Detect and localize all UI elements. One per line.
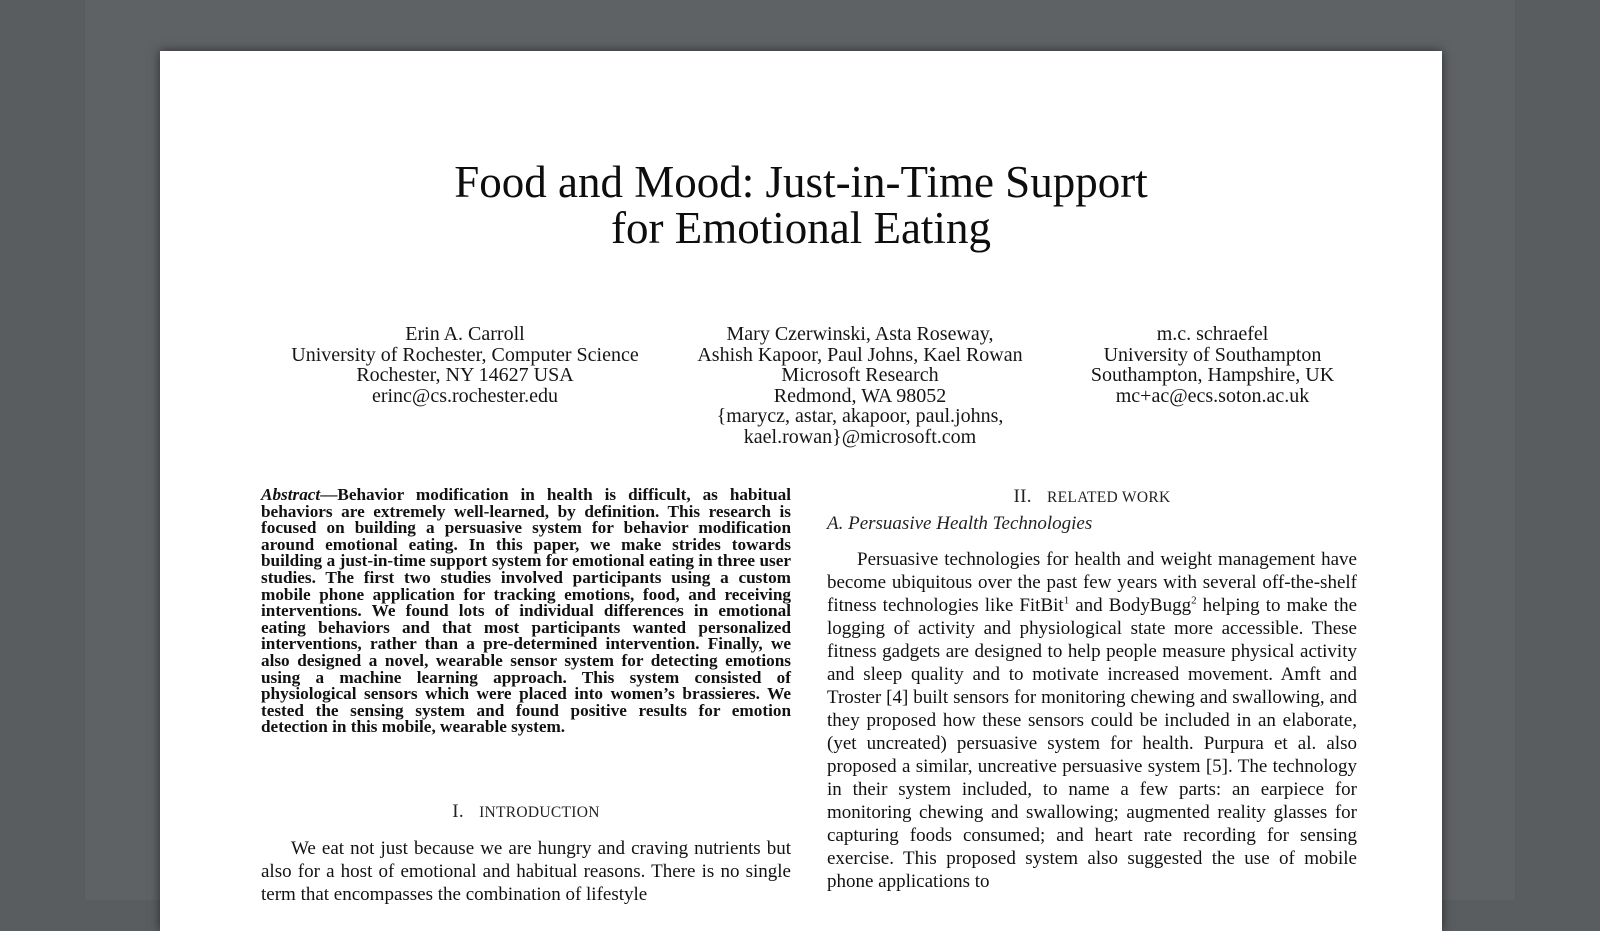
abstract-text: —Behavior modification in health is difficult, as habitual behaviors are extremely well-learned, by definition. This research is focused on building a persuasive system for behavior modification around emotional eating. In this paper, we make strides towards building a just-in-time support system for emotional eating in three user studies. The first two studies involved participants using a custom mobile phone application for tracking emotions, food, and receiving interventions. We found lots of individual differences in emotional eating behaviors and that most participants wanted personalized interventions, rather than a pre-determined intervention. Finally, we also designed a novel, wearable sensor system for detecting emotions using a machine learning approach. This system consisted of physiological sensors which were placed into women’s brassieres. We tested the sensing system and found positive results for emotion detection in this mobile, wearable system. xyxy=(261,485,791,737)
author-affiliation: Microsoft Research xyxy=(781,364,939,386)
title-line-2: for Emotional Eating xyxy=(611,203,991,253)
author-email: erinc@cs.rochester.edu xyxy=(371,384,559,407)
abstract-lead: Abstract xyxy=(261,485,321,504)
related-text-part-1: Persuasive technologies for health and weight management have become ubiquitous over the past few years with several off-the-shelf fitness technologies like FitBit xyxy=(827,549,1357,616)
author-block-3 xyxy=(1065,324,1360,406)
title-line-1: Food and Mood: Just-in-Time Support xyxy=(454,157,1148,207)
author-name: m.c. schraefel xyxy=(1156,323,1269,345)
author-block-2 xyxy=(665,324,1055,447)
section-heading-related-work xyxy=(827,486,1357,508)
author-address: Southampton, Hampshire, UK xyxy=(1090,364,1335,386)
section-heading-introduction xyxy=(261,801,791,823)
subsection-heading: A. Persuasive Health Technologies xyxy=(827,513,1093,534)
author-address: Redmond, WA 98052 xyxy=(773,384,947,407)
section-number: II. xyxy=(1013,486,1032,507)
author-affiliation: University of Rochester, Computer Science xyxy=(291,343,639,366)
author-email-line-1: {marycz, astar, akapoor, paul.johns, xyxy=(716,405,1004,427)
section-title: INTRODUCTION xyxy=(479,804,600,821)
author-names-line-1: Mary Czerwinski, Asta Roseway, xyxy=(726,323,994,345)
abstract xyxy=(261,487,791,736)
author-email-line-2: kael.rowan}@microsoft.com xyxy=(743,425,977,448)
footnote-marker-1: 1 xyxy=(1063,594,1070,607)
author-name: Erin A. Carroll xyxy=(405,323,525,345)
author-address: Rochester, NY 14627 USA xyxy=(356,364,574,386)
section-number: I. xyxy=(452,801,464,822)
related-text-part-2: and BodyBugg xyxy=(1069,595,1192,616)
section-title: RELATED WORK xyxy=(1047,489,1171,506)
related-text-part-3: helping to make the logging of activity and physiological state more accessible. These fitness gadgets are designed to help people measure physical activity and sleep quality and to motivate increased movement. Amft and Troster [4] built sensors for monitoring chewing and swallowing, and they proposed how these sensors could be included in an elaborate, (yet uncreated) persuasive system for health. Purpura et al. also proposed a similar, uncreative persuasive system [5]. The technology in their system included, to name a few parts: an earpiece for monitoring chewing and swallowing; augmented reality glasses for capturing foods consumed; and heart rate recording for sensing exercise. This proposed system also suggested the use of mobile phone applications to xyxy=(827,595,1357,892)
author-block-1 xyxy=(270,324,660,406)
footnote-marker-2: 2 xyxy=(1191,594,1197,607)
author-names-line-2: Ashish Kapoor, Paul Johns, Kael Rowan xyxy=(697,343,1023,366)
pdf-page xyxy=(160,51,1442,931)
paper-title xyxy=(160,159,1442,251)
author-email: mc+ac@ecs.soton.ac.uk xyxy=(1115,384,1310,407)
author-affiliation: University of Southampton xyxy=(1103,343,1322,366)
related-work-paragraph xyxy=(827,548,1357,893)
introduction-paragraph: We eat not just because we are hungry and craving nutrients but also for a host of emotional and habitual reasons. There is no single term that encompasses the combination of lifestyle xyxy=(261,838,791,905)
